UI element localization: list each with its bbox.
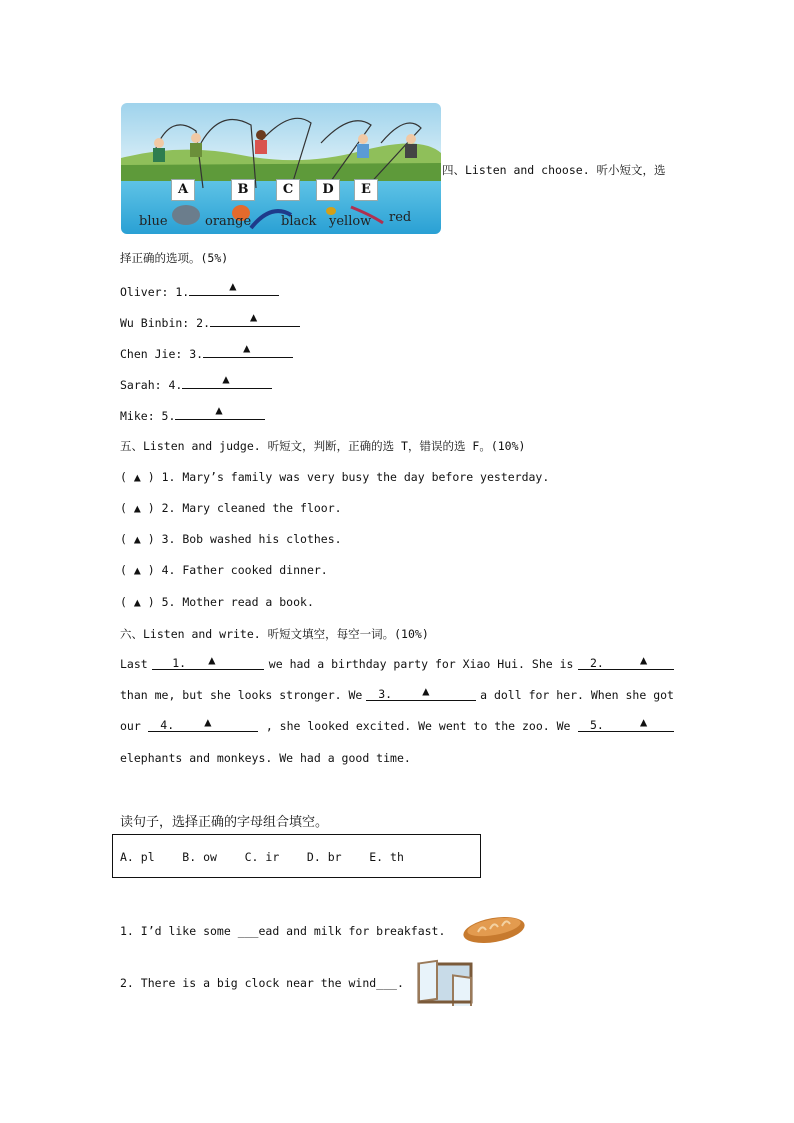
section5-heading: 五、Listen and judge. 听短文，判断，正确的选 T，错误的选 F。(10%) bbox=[120, 439, 526, 453]
answer-paren[interactable]: ( ▲ ) bbox=[120, 501, 155, 515]
answer-blank[interactable] bbox=[175, 403, 265, 420]
section4-heading-cont: 择正确的选项。(5%) bbox=[120, 251, 229, 265]
placeholder-triangle: ▲ bbox=[208, 653, 216, 667]
option-c-box: C bbox=[276, 179, 300, 201]
answer-blank[interactable] bbox=[182, 372, 272, 389]
s6-line-4: elephants and monkeys. We had a good time. bbox=[120, 751, 411, 765]
choices-box bbox=[112, 834, 481, 878]
s5-item-5: ( ▲ ) 5. Mother read a book. bbox=[120, 595, 314, 609]
option-a-box: A bbox=[171, 179, 195, 201]
color-label-black: black bbox=[281, 214, 317, 229]
s4-item-5: Mike: 5. ▲ bbox=[120, 407, 265, 423]
section4-heading: 四、Listen and choose. 听小短文，选 bbox=[442, 163, 666, 177]
section7-heading: 读句子，选择正确的字母组合填空。 bbox=[120, 815, 329, 830]
s5-item-1: ( ▲ ) 1. Mary’s family was very busy the day before yesterday. bbox=[120, 470, 550, 484]
s6-line-1: Last 1. ▲ we had a birthday party for Xiao Hui. She is 2. ▲ bbox=[120, 657, 674, 671]
s5-item-3: ( ▲ ) 3. Bob washed his clothes. bbox=[120, 532, 342, 546]
s4-item-1: Oliver: 1. ▲ bbox=[120, 283, 279, 299]
bread-icon bbox=[460, 910, 528, 950]
answer-blank-2[interactable]: 2. ▲ bbox=[578, 657, 674, 670]
answer-blank[interactable] bbox=[189, 279, 279, 296]
color-label-blue: blue bbox=[139, 214, 168, 229]
s6-line-3: our 4. ▲ , she looked excited. We went to the zoo. We 5. ▲ bbox=[120, 719, 674, 733]
s4-item-3: Chen Jie: 3. ▲ bbox=[120, 345, 293, 361]
answer-blank[interactable] bbox=[210, 310, 300, 327]
placeholder-triangle: ▲ bbox=[243, 341, 251, 355]
placeholder-triangle: ▲ bbox=[204, 715, 212, 729]
fishing-scene-image bbox=[121, 103, 441, 234]
answer-blank-5[interactable]: 5. ▲ bbox=[578, 719, 674, 732]
answer-paren[interactable]: ( ▲ ) bbox=[120, 595, 155, 609]
answer-blank-4[interactable]: 4. ▲ bbox=[148, 719, 258, 732]
s4-item-2: Wu Binbin: 2. ▲ bbox=[120, 314, 300, 330]
s7-question-2: 2. There is a big clock near the wind___. bbox=[120, 976, 404, 990]
placeholder-triangle: ▲ bbox=[222, 372, 230, 386]
answer-blank-3[interactable]: 3. ▲ bbox=[366, 688, 476, 701]
placeholder-triangle: ▲ bbox=[250, 310, 258, 324]
color-label-yellow: yellow bbox=[329, 214, 372, 229]
answer-blank[interactable] bbox=[203, 341, 293, 358]
answer-paren[interactable]: ( ▲ ) bbox=[120, 563, 155, 577]
option-d-box: D bbox=[316, 179, 340, 201]
section6-heading: 六、Listen and write. 听短文填空，每空一词。(10%) bbox=[120, 627, 429, 641]
s4-item-4: Sarah: 4. ▲ bbox=[120, 376, 272, 392]
placeholder-triangle: ▲ bbox=[215, 403, 223, 417]
blue-fish-shape bbox=[172, 205, 200, 225]
color-label-red: red bbox=[389, 210, 412, 225]
answer-blank-1[interactable]: 1. ▲ bbox=[152, 657, 264, 670]
answer-paren[interactable]: ( ▲ ) bbox=[120, 470, 155, 484]
s5-item-2: ( ▲ ) 2. Mary cleaned the floor. bbox=[120, 501, 342, 515]
placeholder-triangle: ▲ bbox=[229, 279, 237, 293]
placeholder-triangle: ▲ bbox=[639, 653, 648, 667]
placeholder-triangle: ▲ bbox=[639, 715, 648, 729]
option-b-box: B bbox=[231, 179, 255, 201]
choices-list: A. pl B. ow C. ir D. br E. th bbox=[120, 850, 404, 864]
color-label-orange: orange bbox=[205, 214, 252, 229]
option-e-box: E bbox=[354, 179, 378, 201]
placeholder-triangle: ▲ bbox=[422, 684, 430, 698]
s6-line-2: than me, but she looks stronger. We 3. ▲ a doll for her. When she got bbox=[120, 684, 674, 702]
window-icon bbox=[415, 958, 475, 1010]
answer-paren[interactable]: ( ▲ ) bbox=[120, 532, 155, 546]
s5-item-4: ( ▲ ) 4. Father cooked dinner. bbox=[120, 563, 328, 577]
s7-question-1: 1. I’d like some ___ead and milk for breakfast. bbox=[120, 924, 446, 938]
